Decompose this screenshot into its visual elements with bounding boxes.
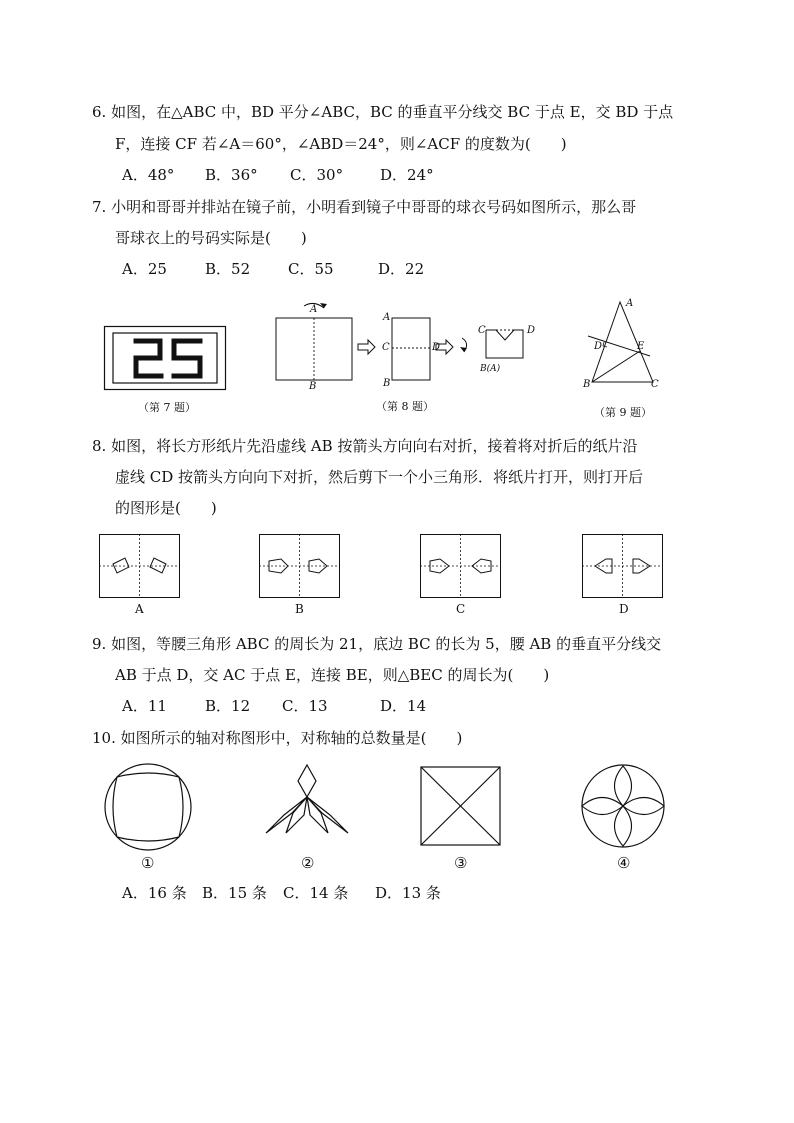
q6-stem-line2: F，连接 CF 若∠A＝60°，∠ABD＝24°，则∠ACF 的度数为( ) [115, 135, 567, 153]
fig9-label-d: D [594, 341, 603, 352]
q10-option-a: A．16 条 [122, 884, 187, 902]
q8-choice-d-label: D [619, 602, 629, 616]
q10-stem: 10. 如图所示的轴对称图形中，对称轴的总数量是( ) [92, 729, 463, 747]
q9-option-d: D．14 [380, 697, 427, 715]
fig9-label-a: A [626, 298, 634, 309]
q10-option-c: C．14 条 [283, 884, 349, 902]
q8-choice-b-label: B [295, 602, 304, 616]
q8-stem-line2: 虚线 CD 按箭头方向向下对折，然后剪下一个小三角形．将纸片打开，则打开后 [115, 468, 644, 486]
figure-7-caption: （第 7 题） [138, 401, 196, 414]
q7-option-a: A．25 [122, 260, 167, 278]
q7-option-b: B．52 [205, 260, 251, 278]
q8-choice-c-label: C [456, 602, 466, 616]
q6-option-a: A．48° [122, 166, 175, 184]
q7-option-d: D．22 [378, 260, 425, 278]
q10-option-b: B．15 条 [202, 884, 267, 902]
fig8-label-d: D [432, 342, 441, 353]
fig8-label-b2: B [383, 378, 391, 389]
figure-8-caption: （第 8 题） [376, 400, 434, 413]
figure-7-scoreboard [104, 326, 226, 390]
figure-9-caption: （第 9 题） [594, 406, 652, 419]
q9-stem-line1: 9. 如图，等腰三角形 ABC 的周长为 21，底边 BC 的长为 5，腰 AB 的垂直平分线交 [92, 635, 662, 653]
q7-stem-line1: 7. 小明和哥哥并排站在镜子前，小明看到镜子中哥哥的球衣号码如图所示，那么哥 [92, 198, 637, 216]
q10-figure-2-label: ② [301, 854, 315, 872]
q10-figure-4-label: ④ [617, 854, 631, 872]
fig8-label-c2: C [478, 325, 486, 336]
q8-stem-line3: 的图形是( ) [115, 499, 217, 517]
q10-option-d: D．13 条 [375, 884, 441, 902]
q10-figure-3-square-diagonals [420, 766, 502, 846]
fig9-label-e: E [637, 341, 645, 352]
q6-option-c: C．30° [290, 166, 344, 184]
q7-options [122, 259, 424, 279]
fig8-label-b1: B [309, 381, 317, 392]
q6-option-b: B．36° [205, 166, 258, 184]
q8-choice-d-figure [582, 534, 664, 598]
fig8-label-ba: B(A) [480, 364, 501, 374]
fig8-label-a2: A [383, 312, 391, 323]
q10-figure-3-label: ③ [454, 854, 468, 872]
q9-option-a: A．11 [122, 697, 167, 715]
q10-figure-1-label: ① [141, 854, 155, 872]
q8-choice-a-figure [99, 534, 181, 598]
q8-choice-b-figure [259, 534, 341, 598]
q6-options [122, 165, 434, 185]
q7-stem-line2: 哥球衣上的号码实际是( ) [115, 229, 307, 247]
q9-stem-line2: AB 于点 D，交 AC 于点 E，连接 BE，则△BEC 的周长为( ) [115, 666, 550, 684]
q9-option-b: B．12 [205, 697, 251, 715]
q10-options [122, 883, 441, 903]
q6-option-d: D．24° [380, 166, 434, 184]
q10-figure-2-rhombi [264, 763, 352, 837]
q10-figure-1-circle-square [100, 763, 196, 851]
fig9-label-b: B [583, 379, 591, 390]
q9-options [122, 696, 426, 716]
q6-stem-line1: 6. 如图，在△ABC 中，BD 平分∠ABC，BC 的垂直平分线交 BC 于点 E，交 BD 于点 [92, 103, 674, 121]
q8-stem-line1: 8. 如图，将长方形纸片先沿虚线 AB 按箭头方向向右对折，接着将对折后的纸片沿 [92, 437, 638, 455]
fig9-label-c: C [651, 379, 659, 390]
q10-figure-4-circle-petals [580, 764, 666, 848]
q7-option-c: C．55 [288, 260, 334, 278]
q8-choice-a-label: A [135, 602, 144, 616]
q8-choice-c-figure [420, 534, 502, 598]
fig8-label-a1: A [310, 304, 318, 315]
fig8-label-d2: D [527, 325, 536, 336]
q9-option-c: C．13 [282, 697, 328, 715]
fig8-label-c: C [382, 342, 390, 353]
